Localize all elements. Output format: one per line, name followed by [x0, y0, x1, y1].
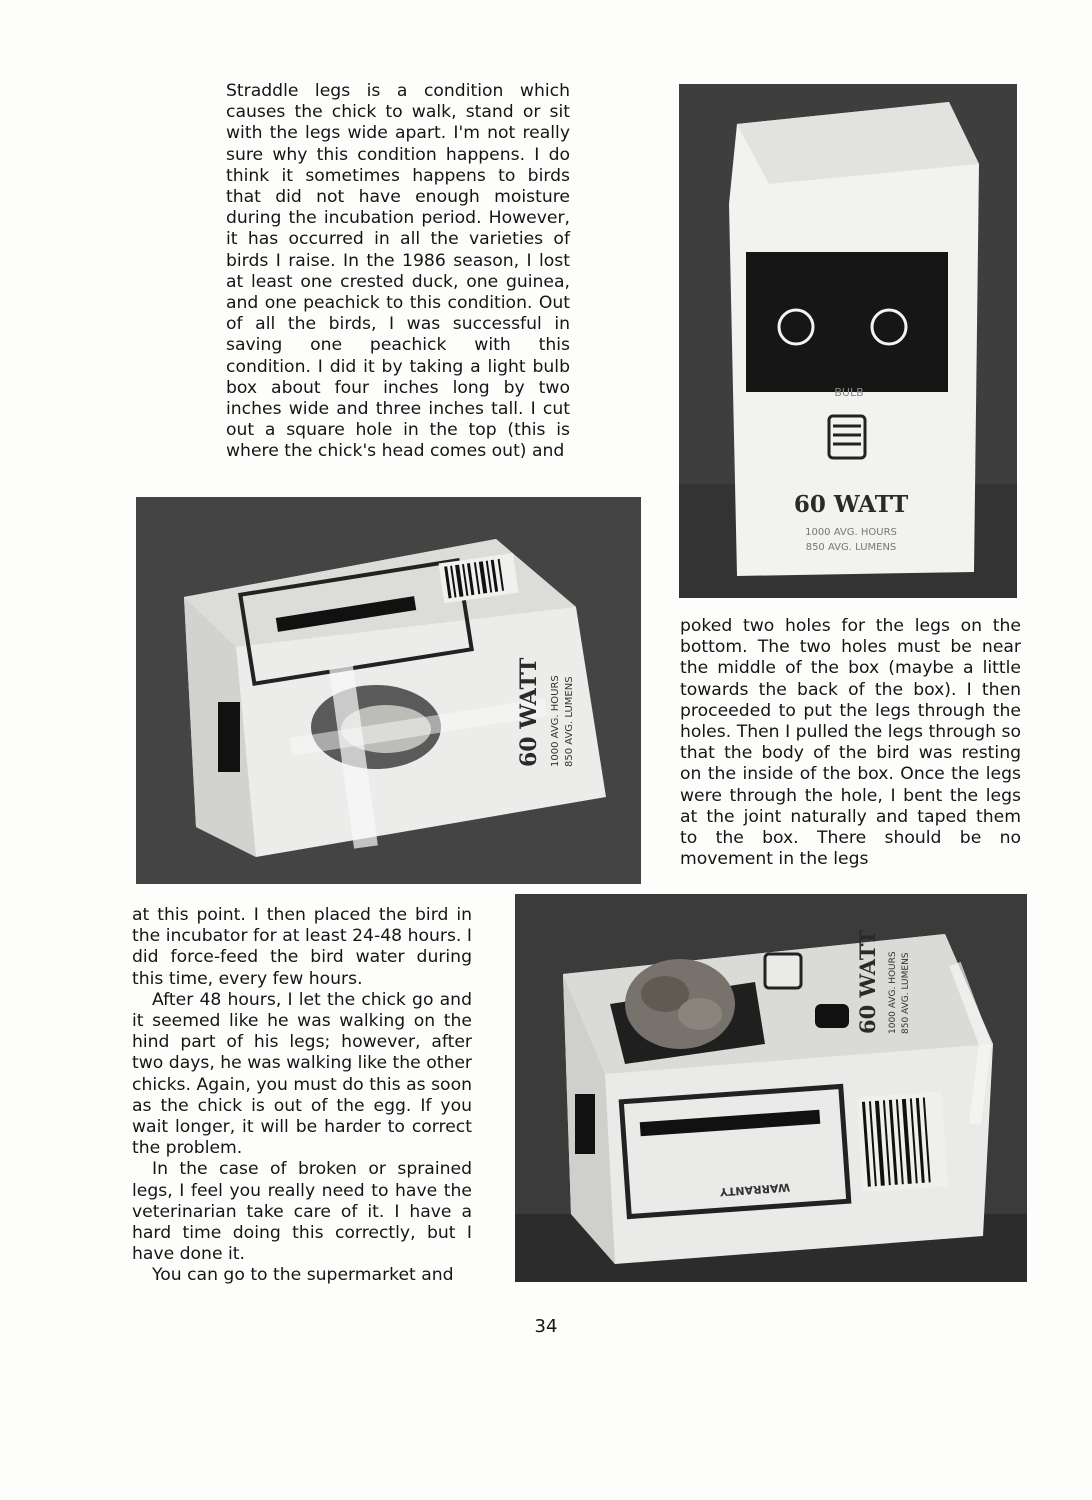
watt-label: 60 WATT	[516, 657, 542, 767]
photo-bulb-box-side	[136, 497, 641, 884]
bulb-label: BULB	[834, 386, 864, 399]
hours-label: 1000 AVG. HOURS	[805, 527, 897, 538]
page-number: 34	[534, 1316, 558, 1337]
photo-chick-in-box	[515, 894, 1027, 1282]
warranty-label: WARRANTY	[719, 1180, 791, 1199]
paragraph: Straddle legs is a condition which causes the chick to walk, stand or sit with the legs wide apart. I'm not really sure why this condition happens. I do think it sometimes happens to birds that did not have enough moisture during the incubation period. However, it has occurred in all the varieties of birds I raise. In the 1986 season, I lost at least one crested duck, one guinea, and one peachick to this condition. Out of all the birds, I was successful in saving one peachick with this condition. I did it by taking a light bulb box about four inches long by two inches wide and three inches tall. I cut out a square hole in the top (this is where the chick's head comes out) and	[226, 81, 570, 462]
watt-label: 60 WATT	[855, 929, 880, 1034]
text-block-1	[226, 81, 570, 463]
hours-label: 1000 AVG. HOURS	[550, 675, 561, 767]
text-block-2	[680, 616, 1021, 870]
hours-label: 1000 AVG. HOURS	[888, 951, 898, 1034]
lumens-label: 850 AVG. LUMENS	[805, 542, 897, 553]
paragraph: at this point. I then placed the bird in the incubator for at least 24-48 hours. I did force-feed the bird water during this time, every few hours.	[132, 905, 472, 989]
lumens-label: 850 AVG. LUMENS	[564, 676, 575, 767]
paragraph: In the case of broken or sprained legs, I feel you really need to have the veterinarian take care of it. I have a hard time doing this correctly, but I have done it.	[132, 1159, 472, 1265]
paragraph: After 48 hours, I let the chick go and it seemed like he was walking on the hind part of his legs; however, after two days, he was walking like the other chicks. Again, you must do this as soon as the chick is out of the egg. If you wait longer, it will be harder to correct the problem.	[132, 989, 472, 1159]
watt-label: 60 WATT	[793, 491, 909, 518]
paragraph: You can go to the supermarket and	[152, 1265, 454, 1286]
paragraph: poked two holes for the legs on the bottom. The two holes must be near the middle of the box (maybe a little towards the back of the box). I then proceeded to put the legs through the holes. Then I pulled the legs through so that the body of the bird was resting on the inside of the box. Once the legs were through the hole, I bent the legs at the joint naturally and taped them to the box. There should be no movement in the legs	[680, 616, 1021, 870]
text-block-3	[132, 905, 472, 1287]
photo-bulb-box-front	[679, 84, 1017, 598]
lumens-label: 850 AVG. LUMENS	[901, 952, 911, 1034]
